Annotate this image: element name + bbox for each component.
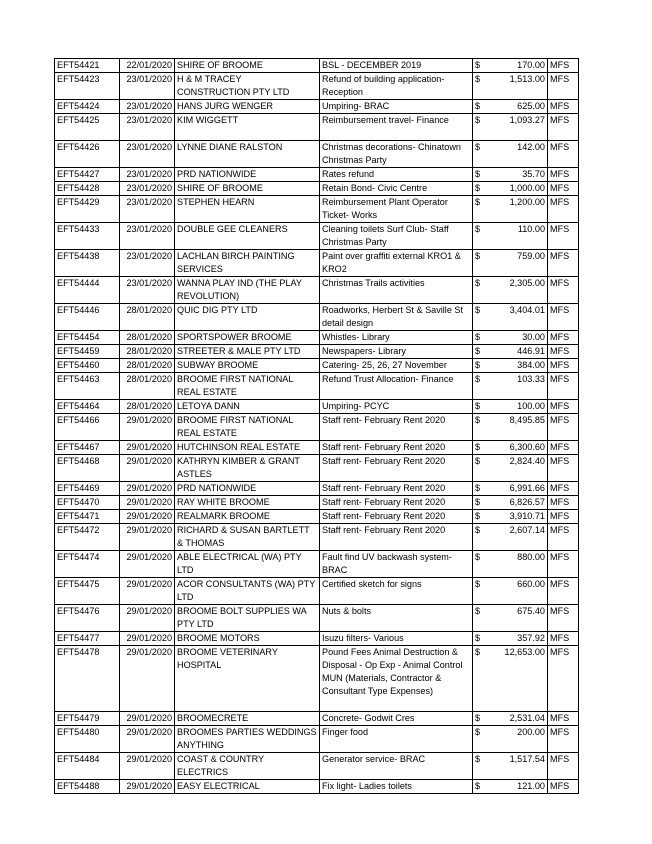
payment-amount: 1,517.54 <box>499 753 548 780</box>
payment-date: 28/01/2020 <box>120 345 175 359</box>
payee-name: PRD NATIONWIDE <box>175 168 320 182</box>
payment-reference: EFT54475 <box>55 578 120 605</box>
payment-description: Refund of building application- Reception <box>320 73 473 100</box>
fund-code: MFS <box>548 524 579 551</box>
fund-code: MFS <box>548 331 579 345</box>
payee-name: BROOMECRETE <box>175 712 320 726</box>
fund-code: MFS <box>548 455 579 482</box>
currency-symbol: $ <box>473 632 500 646</box>
payment-description: Fault find UV backwash system- BRAC <box>320 551 473 578</box>
table-row <box>55 551 579 578</box>
payee-name: LYNNE DIANE RALSTON <box>175 141 320 168</box>
payee-name: HANS JURG WENGER <box>175 100 320 114</box>
payment-description: Pound Fees Animal Destruction & Disposal - Op Exp - Animal Control MUN (Materials, Contractor & Consultant Type Expenses) <box>320 646 473 712</box>
fund-code: MFS <box>548 551 579 578</box>
payment-description: Isuzu filters- Various <box>320 632 473 646</box>
payment-date: 23/01/2020 <box>120 182 175 196</box>
payee-name: H & M TRACEY CONSTRUCTION PTY LTD <box>175 73 320 100</box>
payment-description: Christmas decorations- Chinatown Christmas Party <box>320 141 473 168</box>
payment-description: Refund Trust Allocation- Finance <box>320 373 473 400</box>
payment-amount: 103.33 <box>499 373 548 400</box>
fund-code: MFS <box>548 726 579 753</box>
payment-date: 29/01/2020 <box>120 496 175 510</box>
fund-code: MFS <box>548 510 579 524</box>
payment-date: 23/01/2020 <box>120 168 175 182</box>
payment-description: Staff rent- February Rent 2020 <box>320 441 473 455</box>
fund-code: MFS <box>548 578 579 605</box>
payment-description: Newspapers- Library <box>320 345 473 359</box>
payment-amount: 12,653.00 <box>499 646 548 712</box>
fund-code: MFS <box>548 373 579 400</box>
payment-amount: 6,826.57 <box>499 496 548 510</box>
table-row <box>55 223 579 250</box>
payment-description: BSL - DECEMBER 2019 <box>320 59 473 73</box>
payment-reference: EFT54468 <box>55 455 120 482</box>
payee-name: STEPHEN HEARN <box>175 196 320 223</box>
fund-code: MFS <box>548 496 579 510</box>
currency-symbol: $ <box>473 59 500 73</box>
payment-amount: 446.91 <box>499 345 548 359</box>
table-row <box>55 400 579 414</box>
payment-reference: EFT54423 <box>55 73 120 100</box>
payee-name: BROOME BOLT SUPPLIES WA PTY LTD <box>175 605 320 632</box>
currency-symbol: $ <box>473 780 500 794</box>
payment-reference: EFT54454 <box>55 331 120 345</box>
table-row <box>55 780 579 794</box>
currency-symbol: $ <box>473 168 500 182</box>
payment-description: Cleaning toilets Surf Club- Staff Christmas Party <box>320 223 473 250</box>
fund-code: MFS <box>548 141 579 168</box>
currency-symbol: $ <box>473 359 500 373</box>
table-row <box>55 141 579 168</box>
payment-date: 23/01/2020 <box>120 73 175 100</box>
payment-reference: EFT54472 <box>55 524 120 551</box>
table-row <box>55 414 579 441</box>
payment-description: Reimbursement Plant Operator Ticket- Works <box>320 196 473 223</box>
currency-symbol: $ <box>473 250 500 277</box>
table-row <box>55 726 579 753</box>
currency-symbol: $ <box>473 441 500 455</box>
payments-table <box>54 58 579 794</box>
payment-reference: EFT54464 <box>55 400 120 414</box>
payment-description: Paint over graffiti external KRO1 & KRO2 <box>320 250 473 277</box>
payment-description: Catering- 25, 26, 27 November <box>320 359 473 373</box>
payment-reference: EFT54438 <box>55 250 120 277</box>
payment-reference: EFT54471 <box>55 510 120 524</box>
currency-symbol: $ <box>473 455 500 482</box>
payment-amount: 110.00 <box>499 223 548 250</box>
payment-description: Umpiring- BRAC <box>320 100 473 114</box>
currency-symbol: $ <box>473 114 500 141</box>
fund-code: MFS <box>548 780 579 794</box>
payment-date: 23/01/2020 <box>120 196 175 223</box>
table-row <box>55 59 579 73</box>
payment-amount: 357.92 <box>499 632 548 646</box>
payee-name: BROOME MOTORS <box>175 632 320 646</box>
payment-date: 23/01/2020 <box>120 141 175 168</box>
payee-name: SHIRE OF BROOME <box>175 59 320 73</box>
payee-name: RICHARD & SUSAN BARTLETT & THOMAS <box>175 524 320 551</box>
payee-name: SPORTSPOWER BROOME <box>175 331 320 345</box>
fund-code: MFS <box>548 400 579 414</box>
fund-code: MFS <box>548 223 579 250</box>
payment-amount: 2,305.00 <box>499 277 548 304</box>
payment-date: 23/01/2020 <box>120 114 175 141</box>
payee-name: EASY ELECTRICAL <box>175 780 320 794</box>
payment-amount: 8,495.85 <box>499 414 548 441</box>
table-row <box>55 482 579 496</box>
payment-description: Retain Bond- Civic Centre <box>320 182 473 196</box>
payment-date: 29/01/2020 <box>120 753 175 780</box>
payment-amount: 2,824.40 <box>499 455 548 482</box>
fund-code: MFS <box>548 482 579 496</box>
payment-reference: EFT54478 <box>55 646 120 712</box>
payment-description: Whistles- Library <box>320 331 473 345</box>
payment-date: 28/01/2020 <box>120 400 175 414</box>
payee-name: BROOMES PARTIES WEDDINGS ANYTHING <box>175 726 320 753</box>
payment-reference: EFT54474 <box>55 551 120 578</box>
payment-reference: EFT54470 <box>55 496 120 510</box>
fund-code: MFS <box>548 359 579 373</box>
payment-amount: 880.00 <box>499 551 548 578</box>
payment-amount: 1,513.00 <box>499 73 548 100</box>
table-row <box>55 646 579 712</box>
fund-code: MFS <box>548 59 579 73</box>
payment-date: 28/01/2020 <box>120 373 175 400</box>
payment-reference: EFT54477 <box>55 632 120 646</box>
payment-reference: EFT54467 <box>55 441 120 455</box>
table-row <box>55 496 579 510</box>
payment-amount: 200.00 <box>499 726 548 753</box>
table-row <box>55 168 579 182</box>
payee-name: COAST & COUNTRY ELECTRICS <box>175 753 320 780</box>
payee-name: WANNA PLAY IND (THE PLAY REVOLUTION) <box>175 277 320 304</box>
fund-code: MFS <box>548 605 579 632</box>
currency-symbol: $ <box>473 496 500 510</box>
payment-description: Reimbursement travel- Finance <box>320 114 473 141</box>
payment-description: Staff rent- February Rent 2020 <box>320 414 473 441</box>
payment-amount: 3,910.71 <box>499 510 548 524</box>
payee-name: STREETER & MALE PTY LTD <box>175 345 320 359</box>
payment-amount: 384.00 <box>499 359 548 373</box>
payment-date: 23/01/2020 <box>120 100 175 114</box>
payee-name: KIM WIGGETT <box>175 114 320 141</box>
table-row <box>55 578 579 605</box>
payment-reference: EFT54479 <box>55 712 120 726</box>
currency-symbol: $ <box>473 551 500 578</box>
table-row <box>55 182 579 196</box>
payment-date: 22/01/2020 <box>120 59 175 73</box>
payee-name: DOUBLE GEE CLEANERS <box>175 223 320 250</box>
fund-code: MFS <box>548 753 579 780</box>
table-row <box>55 277 579 304</box>
payment-reference: EFT54488 <box>55 780 120 794</box>
table-row <box>55 753 579 780</box>
table-row <box>55 196 579 223</box>
payment-description: Staff rent- February Rent 2020 <box>320 496 473 510</box>
payment-description: Staff rent- February Rent 2020 <box>320 455 473 482</box>
table-row <box>55 100 579 114</box>
payment-date: 29/01/2020 <box>120 726 175 753</box>
payment-reference: EFT54463 <box>55 373 120 400</box>
table-row <box>55 510 579 524</box>
payment-amount: 121.00 <box>499 780 548 794</box>
payment-reference: EFT54425 <box>55 114 120 141</box>
payment-description: Generator service- BRAC <box>320 753 473 780</box>
payment-date: 29/01/2020 <box>120 578 175 605</box>
payment-reference: EFT54459 <box>55 345 120 359</box>
table-row <box>55 524 579 551</box>
payment-date: 29/01/2020 <box>120 414 175 441</box>
payment-date: 28/01/2020 <box>120 359 175 373</box>
payment-description: Umpiring- PCYC <box>320 400 473 414</box>
payee-name: PRD NATIONWIDE <box>175 482 320 496</box>
fund-code: MFS <box>548 114 579 141</box>
payment-date: 29/01/2020 <box>120 524 175 551</box>
payment-reference: EFT54427 <box>55 168 120 182</box>
payment-date: 29/01/2020 <box>120 482 175 496</box>
fund-code: MFS <box>548 250 579 277</box>
payee-name: ABLE ELECTRICAL (WA) PTY LTD <box>175 551 320 578</box>
payment-amount: 170.00 <box>499 59 548 73</box>
payment-date: 28/01/2020 <box>120 331 175 345</box>
payment-amount: 2,607.14 <box>499 524 548 551</box>
payment-reference: EFT54433 <box>55 223 120 250</box>
table-row <box>55 359 579 373</box>
currency-symbol: $ <box>473 712 500 726</box>
payment-description: Rates refund <box>320 168 473 182</box>
currency-symbol: $ <box>473 182 500 196</box>
table-row <box>55 250 579 277</box>
payee-name: BROOME FIRST NATIONAL REAL ESTATE <box>175 373 320 400</box>
payment-date: 29/01/2020 <box>120 441 175 455</box>
table-row <box>55 73 579 100</box>
payment-amount: 1,093.27 <box>499 114 548 141</box>
payment-date: 29/01/2020 <box>120 605 175 632</box>
payment-description: Nuts & bolts <box>320 605 473 632</box>
payee-name: KATHRYN KIMBER & GRANT ASTLES <box>175 455 320 482</box>
payment-reference: EFT54466 <box>55 414 120 441</box>
payment-amount: 6,991.66 <box>499 482 548 496</box>
table-row <box>55 605 579 632</box>
payment-amount: 675.40 <box>499 605 548 632</box>
payment-amount: 6,300.60 <box>499 441 548 455</box>
currency-symbol: $ <box>473 277 500 304</box>
fund-code: MFS <box>548 646 579 712</box>
table-row <box>55 304 579 331</box>
payment-date: 23/01/2020 <box>120 250 175 277</box>
payee-name: ACOR CONSULTANTS (WA) PTY LTD <box>175 578 320 605</box>
payment-date: 29/01/2020 <box>120 646 175 712</box>
payee-name: HUTCHINSON REAL ESTATE <box>175 441 320 455</box>
payment-description: Staff rent- February Rent 2020 <box>320 482 473 496</box>
fund-code: MFS <box>548 304 579 331</box>
payment-reference: EFT54480 <box>55 726 120 753</box>
payee-name: LETOYA DANN <box>175 400 320 414</box>
fund-code: MFS <box>548 182 579 196</box>
currency-symbol: $ <box>473 345 500 359</box>
currency-symbol: $ <box>473 400 500 414</box>
payment-date: 29/01/2020 <box>120 510 175 524</box>
payment-amount: 100.00 <box>499 400 548 414</box>
currency-symbol: $ <box>473 331 500 345</box>
payment-description: Fix light- Ladies toilets <box>320 780 473 794</box>
currency-symbol: $ <box>473 223 500 250</box>
table-row <box>55 345 579 359</box>
payment-amount: 35.70 <box>499 168 548 182</box>
currency-symbol: $ <box>473 196 500 223</box>
payment-reference: EFT54469 <box>55 482 120 496</box>
payee-name: RAY WHITE BROOME <box>175 496 320 510</box>
currency-symbol: $ <box>473 605 500 632</box>
payee-name: LACHLAN BIRCH PAINTING SERVICES <box>175 250 320 277</box>
payee-name: BROOME VETERINARY HOSPITAL <box>175 646 320 712</box>
payment-reference: EFT54426 <box>55 141 120 168</box>
payment-amount: 1,200.00 <box>499 196 548 223</box>
payment-date: 23/01/2020 <box>120 277 175 304</box>
payee-name: REALMARK BROOME <box>175 510 320 524</box>
payment-description: Roadworks, Herbert St & Saville St detail design <box>320 304 473 331</box>
payment-date: 28/01/2020 <box>120 304 175 331</box>
payments-table-body <box>55 59 579 794</box>
payment-amount: 625.00 <box>499 100 548 114</box>
currency-symbol: $ <box>473 373 500 400</box>
table-row <box>55 441 579 455</box>
table-row <box>55 373 579 400</box>
payee-name: BROOME FIRST NATIONAL REAL ESTATE <box>175 414 320 441</box>
payment-amount: 660.00 <box>499 578 548 605</box>
currency-symbol: $ <box>473 482 500 496</box>
currency-symbol: $ <box>473 578 500 605</box>
currency-symbol: $ <box>473 726 500 753</box>
payment-reference: EFT54460 <box>55 359 120 373</box>
currency-symbol: $ <box>473 100 500 114</box>
fund-code: MFS <box>548 712 579 726</box>
payment-date: 29/01/2020 <box>120 712 175 726</box>
payment-amount: 3,404.01 <box>499 304 548 331</box>
fund-code: MFS <box>548 414 579 441</box>
table-row <box>55 331 579 345</box>
currency-symbol: $ <box>473 510 500 524</box>
payment-date: 29/01/2020 <box>120 632 175 646</box>
table-row <box>55 114 579 141</box>
payment-amount: 142.00 <box>499 141 548 168</box>
fund-code: MFS <box>548 196 579 223</box>
payment-description: Christmas Trails activities <box>320 277 473 304</box>
fund-code: MFS <box>548 73 579 100</box>
payee-name: SHIRE OF BROOME <box>175 182 320 196</box>
payment-amount: 1,000.00 <box>499 182 548 196</box>
table-row <box>55 632 579 646</box>
currency-symbol: $ <box>473 524 500 551</box>
payment-reference: EFT54429 <box>55 196 120 223</box>
payment-date: 29/01/2020 <box>120 780 175 794</box>
currency-symbol: $ <box>473 646 500 712</box>
table-row <box>55 455 579 482</box>
payee-name: SUBWAY BROOME <box>175 359 320 373</box>
currency-symbol: $ <box>473 73 500 100</box>
payment-description: Finger food <box>320 726 473 753</box>
payment-reference: EFT54476 <box>55 605 120 632</box>
currency-symbol: $ <box>473 414 500 441</box>
payment-reference: EFT54446 <box>55 304 120 331</box>
payee-name: QUIC DIG PTY LTD <box>175 304 320 331</box>
fund-code: MFS <box>548 168 579 182</box>
payment-date: 29/01/2020 <box>120 551 175 578</box>
payment-reference: EFT54444 <box>55 277 120 304</box>
currency-symbol: $ <box>473 753 500 780</box>
payment-date: 23/01/2020 <box>120 223 175 250</box>
fund-code: MFS <box>548 277 579 304</box>
fund-code: MFS <box>548 100 579 114</box>
currency-symbol: $ <box>473 304 500 331</box>
currency-symbol: $ <box>473 141 500 168</box>
payment-description: Staff rent- February Rent 2020 <box>320 510 473 524</box>
table-row <box>55 712 579 726</box>
payment-description: Concrete- Godwit Cres <box>320 712 473 726</box>
payment-amount: 2,531.04 <box>499 712 548 726</box>
fund-code: MFS <box>548 632 579 646</box>
payment-reference: EFT54484 <box>55 753 120 780</box>
payment-reference: EFT54424 <box>55 100 120 114</box>
payment-amount: 30.00 <box>499 331 548 345</box>
payment-reference: EFT54428 <box>55 182 120 196</box>
fund-code: MFS <box>548 345 579 359</box>
payment-date: 29/01/2020 <box>120 455 175 482</box>
payment-description: Staff rent- February Rent 2020 <box>320 524 473 551</box>
payment-reference: EFT54421 <box>55 59 120 73</box>
payment-description: Certified sketch for signs <box>320 578 473 605</box>
fund-code: MFS <box>548 441 579 455</box>
payment-amount: 759.00 <box>499 250 548 277</box>
